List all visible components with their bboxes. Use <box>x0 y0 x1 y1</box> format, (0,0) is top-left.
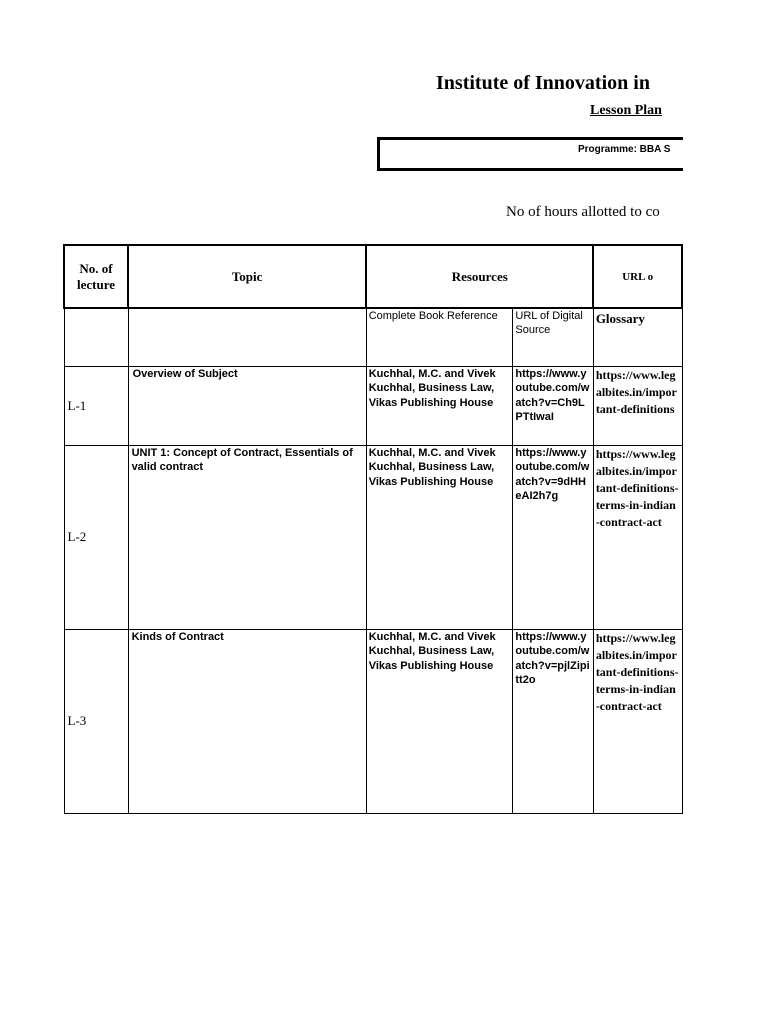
hours-allotted-text: No of hours allotted to co <box>506 204 660 220</box>
header-lecture-no: No. of lecture <box>64 245 128 308</box>
header-url-group: URL o <box>593 245 682 308</box>
book-reference-cell: Kuchhal, M.C. and Vivek Kuchhal, Business Law, Vikas Publishing House <box>366 445 513 629</box>
topic-cell: Kinds of Contract <box>128 629 366 813</box>
table-row <box>64 366 682 445</box>
digital-source-link[interactable]: https://www.youtube.com/watch?v=Ch9LPTtIwaI <box>513 366 593 445</box>
digital-source-link[interactable]: https://www.youtube.com/watch?v=pjlZipitt2o <box>513 629 593 813</box>
book-reference-cell: Kuchhal, M.C. and Vivek Kuchhal, Business Law, Vikas Publishing House <box>366 366 513 445</box>
glossary-link[interactable]: https://www.legalbites.in/important-definitions-terms-in-indian-contract-act <box>593 445 682 629</box>
glossary-link-text[interactable]: https://www.legalbites.in/important-definitions <box>595 367 677 416</box>
header-resources: Resources <box>366 245 593 308</box>
lecture-number: L-3 <box>64 629 128 813</box>
table-subheader-row <box>64 308 682 366</box>
table-row <box>64 629 682 813</box>
programme-label: Programme: BBA S <box>578 144 671 155</box>
subheader-empty-2 <box>128 308 366 366</box>
glossary-link[interactable]: https://www.legalbites.in/important-definitions-terms-in-indian-contract-act <box>593 629 682 813</box>
lecture-number: L-2 <box>64 445 128 629</box>
programme-box <box>377 137 683 171</box>
lesson-plan-table <box>63 244 683 814</box>
digital-source-link[interactable]: https://www.youtube.com/watch?v=9dHHeAI2h7g <box>513 445 593 629</box>
lesson-plan-heading: Lesson Plan <box>590 103 662 118</box>
subheader-book-reference: Complete Book Reference <box>366 308 513 366</box>
subheader-digital-source: URL of Digital Source <box>513 308 593 366</box>
subheader-glossary: Glossary <box>593 308 682 366</box>
topic-cell: UNIT 1: Concept of Contract, Essentials of valid contract <box>128 445 366 629</box>
lecture-number: L-1 <box>64 366 128 445</box>
header-topic: Topic <box>128 245 366 308</box>
glossary-link[interactable] <box>593 366 682 445</box>
table-row <box>64 445 682 629</box>
institute-title: Institute of Innovation in <box>436 72 650 94</box>
subheader-empty-1 <box>64 308 128 366</box>
table-header-row <box>64 245 682 308</box>
book-reference-cell: Kuchhal, M.C. and Vivek Kuchhal, Business Law, Vikas Publishing House <box>366 629 513 813</box>
topic-cell: Overview of Subject <box>128 366 366 445</box>
